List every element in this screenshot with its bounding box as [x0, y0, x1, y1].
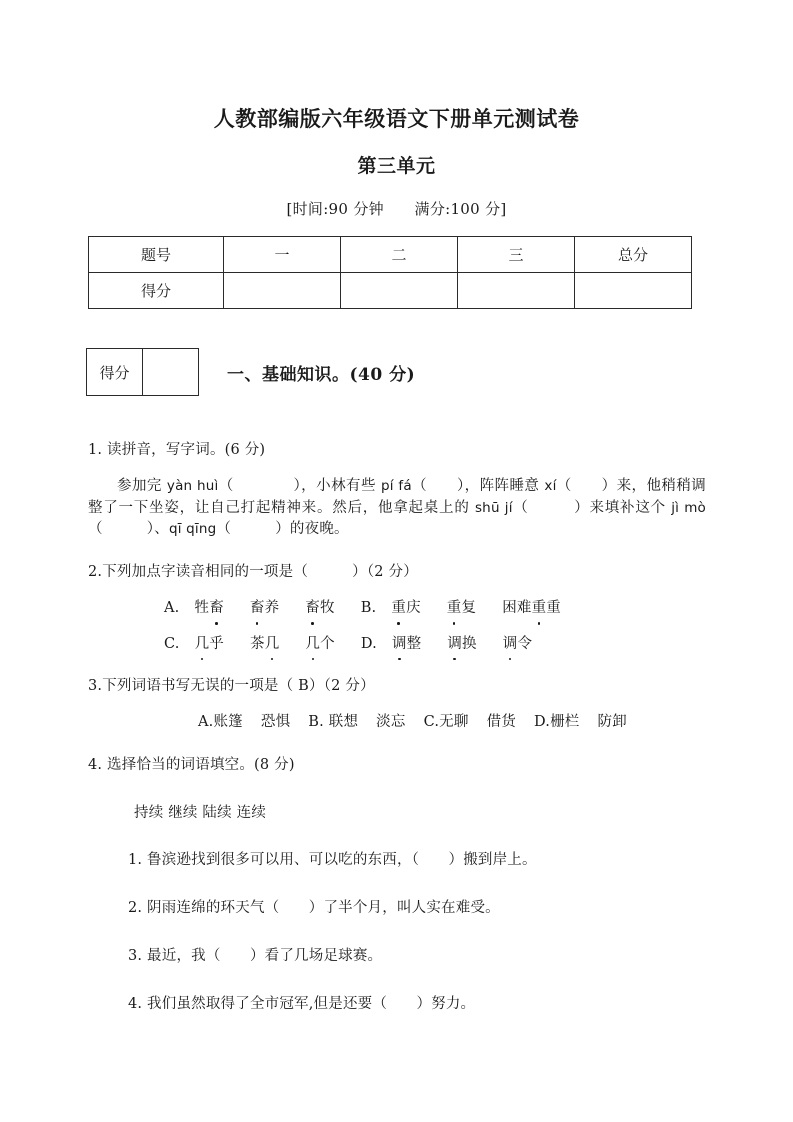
emphasis-dot-char: 调 [503, 634, 518, 656]
q1-pinyin-jimo: jì mò [671, 499, 707, 516]
score-cell[interactable] [458, 273, 575, 309]
score-table [88, 236, 692, 309]
score-cell[interactable] [575, 273, 692, 309]
q2-c-item1 [195, 636, 224, 652]
emphasis-dot-char: 畜 [209, 598, 224, 620]
question-2-title: 2.下列加点字读音相同的一项是（ ）（2 分） [88, 564, 418, 580]
emphasis-dot-char: 调 [392, 634, 407, 656]
score-cell[interactable] [341, 273, 458, 309]
q2-c3-post: 个 [320, 635, 335, 652]
questions-area [88, 440, 706, 1015]
defen-box [86, 348, 199, 396]
defen-input[interactable] [143, 349, 198, 395]
score-row-label: 得分 [89, 273, 224, 309]
q2-a2-post: 养 [264, 599, 280, 616]
q1-pinyin-pifa: pí fá [380, 477, 412, 494]
section-header [86, 348, 415, 396]
q1-text-f: （ ）、 [88, 521, 169, 538]
defen-label: 得分 [87, 349, 143, 395]
question-3-title: 3.下列词语书写无误的一项是（ B）（2 分） [88, 678, 375, 695]
question-2-row-ab [88, 598, 706, 620]
q2-b1-post: 庆 [406, 599, 421, 616]
question-1 [88, 440, 706, 541]
question-4-item-2[interactable]: 2. 阴雨连绵的环天气（ ）了半个月，叫人实在难受。 [128, 900, 500, 916]
q2-a3-post: 牧 [320, 599, 335, 616]
question-4-item-4[interactable]: 4. 我们虽然取得了全市冠军,但是还要（ ）努力。 [128, 995, 476, 1012]
q2-c-item3 [305, 636, 334, 652]
q2-a1-pre: 牲 [194, 599, 210, 616]
q3-option-c2: 借货 [486, 714, 516, 730]
emphasis-dot-char: 重 [391, 598, 406, 620]
table-header-cell: 二 [341, 237, 458, 273]
q2-d3-post: 令 [517, 635, 533, 652]
option-label-c[interactable]: C. [164, 635, 180, 652]
q1-text-d: （ ）来，他稍稍调整了一下坐姿，让自己打起精神来。然后，他拿起桌上的 [88, 477, 707, 516]
q1-text-b: （ ），小林有些 [218, 477, 381, 494]
q2-a-item3 [305, 600, 334, 616]
table-header-row [89, 237, 692, 273]
q2-d-item3 [503, 636, 532, 652]
q3-option-a2: 恐惧 [260, 714, 291, 730]
q3-option-c[interactable]: C.无聊 [423, 714, 469, 730]
q2-b3-post: 重 [546, 599, 561, 616]
q1-pinyin-yanhui: yàn huì [166, 477, 219, 494]
q3-option-d[interactable]: D.栅栏 [533, 714, 580, 730]
table-header-cell: 一 [224, 237, 341, 273]
q2-d2-post: 换 [462, 635, 477, 652]
q2-d-item1 [392, 636, 421, 652]
question-4-item-3[interactable]: 3. 最近，我（ ）看了几场足球赛。 [128, 947, 383, 964]
question-2 [88, 562, 706, 655]
q3-option-a[interactable]: A.账篷 [198, 714, 243, 730]
question-4-wordbank: 持续 继续 陆续 连续 [134, 804, 267, 821]
emphasis-dot-char: 调 [447, 634, 462, 656]
q1-pinyin-shuji: shū jí [474, 499, 513, 516]
emphasis-dot-char: 几 [265, 634, 280, 656]
question-4-item-1[interactable]: 1. 鲁滨逊找到很多可以用、可以吃的东西，（ ）搬到岸上。 [128, 852, 537, 869]
q2-d1-post: 整 [406, 635, 422, 652]
q3-option-d2: 防卸 [597, 714, 627, 730]
q2-b-item1 [391, 600, 420, 616]
q1-pinyin-xi: xí [544, 477, 557, 494]
emphasis-dot-char: 畜 [250, 598, 265, 620]
question-4 [88, 755, 706, 1016]
emphasis-dot-char: 重 [532, 598, 547, 620]
q2-b3-pre: 困难 [502, 599, 532, 616]
q1-text-g: （ ）的夜晚。 [216, 521, 349, 538]
q2-c-item2 [250, 636, 279, 652]
q3-option-b[interactable]: B. 联想 [308, 714, 359, 730]
table-header-cell: 三 [458, 237, 575, 273]
section-title: 一、基础知识。(40 分) [227, 364, 416, 385]
question-4-title: 4. 选择恰当的词语填空。(8 分) [88, 756, 295, 773]
q1-pinyin-qiqing: qī qīng [168, 521, 217, 538]
q1-text-c: （ ），阵阵睡意 [411, 477, 545, 494]
page-subtitle: 第三单元 [357, 155, 436, 177]
question-3 [88, 676, 706, 734]
q2-c1-post: 乎 [209, 635, 224, 652]
option-label-b[interactable]: B. [360, 599, 377, 616]
question-2-row-cd [88, 634, 706, 656]
emphasis-dot-char: 重 [447, 598, 462, 620]
question-1-title: 1. 读拼音，写字词。(6 分) [88, 442, 266, 458]
q2-c2-pre: 茶 [250, 635, 265, 652]
question-1-body [88, 476, 706, 541]
exam-meta: [时间:90 分钟 满分:100 分] [286, 200, 507, 218]
option-label-a[interactable]: A. [164, 599, 180, 616]
emphasis-dot-char: 畜 [305, 598, 320, 620]
q2-a-item2 [250, 600, 279, 616]
emphasis-dot-char: 几 [305, 634, 320, 656]
q2-a-item1 [194, 600, 223, 616]
q3-option-b2: 淡忘 [376, 714, 406, 730]
table-row [89, 273, 692, 309]
option-label-d[interactable]: D. [360, 635, 377, 652]
q1-text-a: 参加完 [117, 477, 167, 494]
question-3-options [88, 712, 706, 734]
table-header-cell: 题号 [89, 237, 224, 273]
page-title: 人教部编版六年级语文下册单元测试卷 [213, 106, 580, 131]
q1-text-e: （ ）来填补这个 [512, 499, 672, 516]
q2-b-item2 [447, 600, 476, 616]
emphasis-dot-char: 几 [195, 634, 210, 656]
table-header-cell: 总分 [575, 237, 692, 273]
q2-b-item3 [502, 600, 561, 616]
q2-d-item2 [447, 636, 476, 652]
q2-b2-post: 复 [461, 599, 477, 616]
score-cell[interactable] [224, 273, 341, 309]
